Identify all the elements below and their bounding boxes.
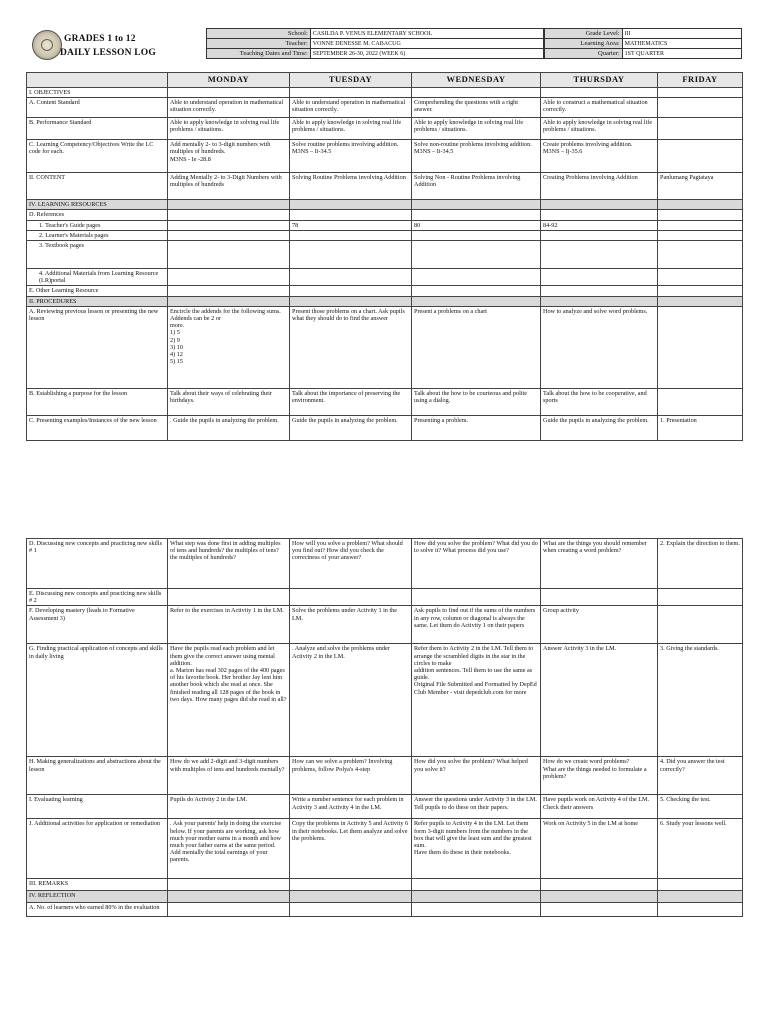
table-row (27, 388, 743, 415)
day-cell-monday (168, 210, 290, 220)
row-label: E. Other Learning Resource (27, 286, 168, 296)
day-cell-thursday (541, 269, 658, 286)
day-cell-monday: Encircle the addends for the following sums. Addends can be 2 or more. 1) 5 2) 9 3) 10 4) 12 5) 15 (168, 306, 290, 388)
day-cell-thursday: 84-92 (541, 220, 658, 230)
day-cell-monday (168, 589, 290, 606)
row-label: B. Performance Standard (27, 118, 168, 140)
row-label: I. OBJECTIVES (27, 88, 168, 98)
row-label: B. Establishing a purpose for the lesson (27, 388, 168, 415)
lesson-log-header (26, 28, 742, 68)
form-title-grades: GRADES 1 to 12 (64, 34, 136, 44)
table-row (27, 230, 743, 240)
day-cell-wednesday (412, 210, 541, 220)
day-cell-tuesday (290, 88, 412, 98)
table-row (27, 644, 743, 757)
area-value: MATHEMATICS (622, 39, 741, 49)
dates-value: SEPTEMBER 26-30, 2022 (WEEK 6) (310, 49, 543, 59)
day-cell-wednesday (412, 241, 541, 269)
day-cell-friday (658, 606, 743, 644)
day-cell-thursday: Answer Activity 3 in the LM. (541, 644, 658, 757)
day-cell-friday: 4. Did you answer the test correctly? (658, 757, 743, 795)
day-cell-wednesday: Solving Non - Routine Problems involving Addition (412, 173, 541, 200)
day-cell-wednesday (412, 269, 541, 286)
day-cell-thursday: Creating Problems involving Addition (541, 173, 658, 200)
day-cell-monday (168, 230, 290, 240)
day-cell-tuesday (290, 200, 412, 210)
table-row (27, 296, 743, 306)
day-cell-monday: Talk about their ways of celebrating their birthdays. (168, 388, 290, 415)
day-cell-thursday: Able to apply knowledge in solving real life problems / situations. (541, 118, 658, 140)
row-label: A. Content Standard (27, 98, 168, 118)
row-label: II. CONTENT (27, 173, 168, 200)
day-cell-wednesday: How did you solve the problem? What did you do to solve it? What process did you use? (412, 539, 541, 589)
day-cell-tuesday: Able to apply knowledge in solving real life problems / situations. (290, 118, 412, 140)
day-cell-friday (658, 286, 743, 296)
day-cell-monday: Able to understand operation in mathematical situation correctly. (168, 98, 290, 118)
day-cell-friday (658, 296, 743, 306)
day-cell-tuesday: Talk about the importance of preserving the environment. (290, 388, 412, 415)
day-cell-tuesday: . Analyze and solve the problems under Activity 2 in the LM. (290, 644, 412, 757)
table-row (27, 757, 743, 795)
day-cell-friday: 3. Giving the standards. (658, 644, 743, 757)
day-cell-friday (658, 388, 743, 415)
table-row (27, 88, 743, 98)
day-cell-friday (658, 891, 743, 903)
teacher-label: Teacher: (207, 39, 311, 49)
table-row (27, 98, 743, 118)
dates-label: Teaching Dates and Time: (207, 49, 311, 59)
day-cell-monday (168, 220, 290, 230)
day-cell-thursday (541, 210, 658, 220)
table-row (27, 269, 743, 286)
day-cell-thursday: Able to construct a mathematical situation correctly. (541, 98, 658, 118)
row-label: 1. Teacher's Guide pages (27, 220, 168, 230)
lesson-table-part1-wrap (26, 72, 742, 441)
table-row (27, 200, 743, 210)
row-label: IV. LEARNING RESOURCES (27, 200, 168, 210)
day-cell-wednesday: Solve non-routine problems involving addition. M3NS – Ii-34.5 (412, 140, 541, 173)
grade-value: III (622, 29, 741, 39)
day-cell-monday: What step was done first in adding multiples of tens and hundreds? the multiples of tens? the multiples of hundreds? (168, 539, 290, 589)
lesson-table-part1 (26, 72, 743, 441)
row-label: D. References (27, 210, 168, 220)
day-cell-tuesday (290, 891, 412, 903)
day-cell-monday (168, 88, 290, 98)
day-cell-tuesday: 78 (290, 220, 412, 230)
day-cell-tuesday (290, 286, 412, 296)
day-cell-monday: Adding Mentally 2- to 3-Digit Numbers with multiples of hundreds (168, 173, 290, 200)
day-cell-thursday: How to analyze and solve word problems. (541, 306, 658, 388)
day-cell-monday: How do we add 2-digit and 3-digit numbers with multiples of tens and hundreds mentally? (168, 757, 290, 795)
day-header-thursday: THURSDAY (541, 73, 658, 88)
table-row (27, 286, 743, 296)
table-row (27, 241, 743, 269)
day-cell-monday (168, 200, 290, 210)
day-cell-thursday (541, 589, 658, 606)
school-info-table (206, 28, 544, 59)
table-row (27, 589, 743, 606)
table-row (27, 903, 743, 917)
day-cell-friday: 6. Study your lessons well. (658, 819, 743, 879)
table-row (27, 891, 743, 903)
day-cell-wednesday: Refer pupils to Activity 4 in the LM. Let them form 3-digit numbers from the numbers in the box that will give the least sum and the greatest sum. Have them do these in their notebooks. (412, 819, 541, 879)
row-label: III. REMARKS (27, 879, 168, 891)
row-label: A. Reviewing previous lesson or presenting the new lesson (27, 306, 168, 388)
day-header-monday: MONDAY (168, 73, 290, 88)
table-row (27, 539, 743, 589)
row-label: C. Presenting examples/Instances of the new lesson (27, 415, 168, 440)
school-label: School: (207, 29, 311, 39)
day-cell-friday (658, 220, 743, 230)
day-cell-monday: Add mentally 2- to 3-digit numbers with multiples of hundreds. M3NS - Ie -28.8 (168, 140, 290, 173)
day-cell-wednesday: Talk about the how to be courteous and polite using a dialog. (412, 388, 541, 415)
row-label: A. No. of learners who earned 80% in the evaluation (27, 903, 168, 917)
row-label: E. Discussing new concepts and practicing new skills # 2 (27, 589, 168, 606)
day-cell-thursday (541, 296, 658, 306)
day-cell-thursday: Guide the pupils in analyzing the problem. (541, 415, 658, 440)
day-cell-wednesday (412, 296, 541, 306)
table-row (27, 819, 743, 879)
grade-label: Grade Level: (545, 29, 623, 39)
day-cell-friday: 1. Presentation (658, 415, 743, 440)
table-row (27, 606, 743, 644)
day-cell-thursday (541, 88, 658, 98)
day-cell-tuesday (290, 296, 412, 306)
day-cell-friday (658, 200, 743, 210)
day-cell-wednesday: How did you solve the problem? What helped you solve it? (412, 757, 541, 795)
area-label: Learning Area: (545, 39, 623, 49)
table-row (27, 173, 743, 200)
day-cell-friday (658, 589, 743, 606)
day-cell-friday (658, 903, 743, 917)
day-cell-thursday: Work on Activity 5 in the LM at home (541, 819, 658, 879)
lesson-table-part2 (26, 538, 743, 917)
table-row (27, 220, 743, 230)
school-value: CASILDA P. VENUS ELEMENTARY SCHOOL (310, 29, 543, 39)
day-cell-monday: Pupils do Activity 2 in the LM. (168, 795, 290, 819)
table-row (27, 879, 743, 891)
row-label: G. Finding practical application of concepts and skills in daily living (27, 644, 168, 757)
day-cell-monday (168, 296, 290, 306)
day-cell-monday (168, 891, 290, 903)
day-cell-friday (658, 88, 743, 98)
row-label: 4. Additional Materials from Learning Resource (LR)portal (27, 269, 168, 286)
day-cell-thursday (541, 286, 658, 296)
day-cell-thursday (541, 230, 658, 240)
table-row (27, 795, 743, 819)
day-header-friday: FRIDAY (658, 73, 743, 88)
day-cell-monday (168, 269, 290, 286)
day-cell-tuesday: Present those problems on a chart. Ask pupils what they should do to find the answer (290, 306, 412, 388)
row-label: D. Discussing new concepts and practicing new skills # 1 (27, 539, 168, 589)
day-cell-wednesday (412, 891, 541, 903)
day-cell-monday (168, 903, 290, 917)
row-label: I. Evaluating learning (27, 795, 168, 819)
row-label: II. PROCEDURES (27, 296, 168, 306)
day-cell-wednesday: Ask pupils to find out if the sums of the numbers in any row, column or diagonal is always the same. Let them do Activity 1 on their papers (412, 606, 541, 644)
grade-info-table (544, 28, 742, 59)
day-cell-thursday (541, 879, 658, 891)
day-cell-monday (168, 879, 290, 891)
day-cell-wednesday (412, 903, 541, 917)
day-cell-wednesday (412, 230, 541, 240)
day-cell-tuesday: Solve the problems under Activity 1 in the LM. (290, 606, 412, 644)
day-cell-friday (658, 140, 743, 173)
day-cell-thursday (541, 891, 658, 903)
day-cell-thursday: Talk about the how to be cooperative, and sports (541, 388, 658, 415)
quarter-value: 1ST QUARTER (622, 49, 741, 59)
day-cell-thursday (541, 241, 658, 269)
day-header-wednesday: WEDNESDAY (412, 73, 541, 88)
day-cell-wednesday: Answer the questions under Activity 3 in the LM. Tell pupils to do these on their papers. (412, 795, 541, 819)
day-cell-friday (658, 230, 743, 240)
day-cell-monday (168, 241, 290, 269)
day-cell-friday (658, 210, 743, 220)
teacher-value: VONNE DENESSE M. CABACUG (310, 39, 543, 49)
day-cell-tuesday: Solving Routine Problems involving Addition (290, 173, 412, 200)
day-cell-monday: Have the pupils read each problem and let them give the correct answer using mental addition. a. Marion has read 302 pages of the 400 pages of his favorite book. Her brother Jay lent him another book which she read at once. She finished reading all 128 pages of the book in two days. How many pages did she read in all? (168, 644, 290, 757)
table-row (27, 415, 743, 440)
day-cell-wednesday: Refer them to Activity 2 in the LM. Tell them to arrange the scrambled digits in the star in the circles to make addition sentences. Tell them to use the same as guide. Original File Submitted and Formatted by DepEd Club Member - visit depedclub.com for more (412, 644, 541, 757)
table-row (27, 118, 743, 140)
table-row (27, 306, 743, 388)
day-cell-tuesday: Copy the problems in Activity 5 and Activity 6 in their notebooks. Let them analyze and solve the problems. (290, 819, 412, 879)
day-cell-friday (658, 306, 743, 388)
row-label: 3. Textbook pages (27, 241, 168, 269)
day-cell-friday: 2. Explain the direction to them. (658, 539, 743, 589)
row-label: IV. REFLECTION (27, 891, 168, 903)
day-cell-thursday: Have pupils work on Activity 4 of the LM. Check their answers (541, 795, 658, 819)
day-cell-tuesday: Able to understand operation in mathematical situation correctly. (290, 98, 412, 118)
day-cell-thursday (541, 200, 658, 210)
day-cell-tuesday (290, 210, 412, 220)
day-cell-monday (168, 286, 290, 296)
day-cell-friday: 5. Checking the test. (658, 795, 743, 819)
day-cell-wednesday: 80 (412, 220, 541, 230)
day-cell-thursday (541, 903, 658, 917)
day-cell-thursday: Create problems involving addition. M3NS – Ij-35.6 (541, 140, 658, 173)
day-cell-wednesday (412, 286, 541, 296)
corner-header (27, 73, 168, 88)
row-label: 2. Learner's Materials pages (27, 230, 168, 240)
day-cell-friday: Panlumang Pagtataya (658, 173, 743, 200)
day-cell-wednesday (412, 200, 541, 210)
day-cell-wednesday: Able to apply knowledge in solving real life problems / situations. (412, 118, 541, 140)
day-cell-tuesday: Solve routine problems involving addition. M3NS – Ii-34.5 (290, 140, 412, 173)
day-cell-tuesday (290, 589, 412, 606)
day-cell-wednesday: Comprehending the questions with a right answer. (412, 98, 541, 118)
day-cell-tuesday (290, 879, 412, 891)
day-cell-friday (658, 118, 743, 140)
lesson-table-part2-wrap (26, 538, 742, 917)
day-cell-wednesday (412, 879, 541, 891)
day-cell-tuesday (290, 230, 412, 240)
day-cell-thursday: Group activity (541, 606, 658, 644)
quarter-label: Quarter: (545, 49, 623, 59)
day-cell-monday: Refer to the exercises in Activity 1 in the LM. (168, 606, 290, 644)
day-cell-tuesday: Write a number sentence for each problem in Activity 3 and Activity 4 in the LM. (290, 795, 412, 819)
row-label: C. Learning Competency/Objectives Write the LC code for each. (27, 140, 168, 173)
day-cell-thursday: What are the things you should remember when creating a word problem? (541, 539, 658, 589)
table-row (27, 210, 743, 220)
day-cell-wednesday (412, 589, 541, 606)
day-cell-wednesday: Present a problems on a chart (412, 306, 541, 388)
day-cell-tuesday (290, 241, 412, 269)
day-cell-friday (658, 879, 743, 891)
day-cell-thursday: How do we create word problems? What are the things needed to formulate a problem? (541, 757, 658, 795)
form-title-dll: DAILY LESSON LOG (60, 48, 156, 58)
day-cell-monday: . Ask your parents' help in doing the exercise below. If your parents are working, ask how much your mother earns in a month and how much your father earns at the same period. Add mentally the total earnings of your parents. (168, 819, 290, 879)
day-cell-monday: . Guide the pupils in analyzing the problem. (168, 415, 290, 440)
day-cell-wednesday: Presenting a problem. (412, 415, 541, 440)
row-label: H. Making generalizations and abstractions about the lesson (27, 757, 168, 795)
deped-seal-icon (32, 30, 62, 60)
day-cell-tuesday: How can we solve a problem? Involving problems, follow Polya's 4-step (290, 757, 412, 795)
day-cell-friday (658, 269, 743, 286)
day-cell-monday: Able to apply knowledge in solving real life problems / situations. (168, 118, 290, 140)
day-cell-friday (658, 98, 743, 118)
row-label: J. Additional activities for application or remediation (27, 819, 168, 879)
day-header-tuesday: TUESDAY (290, 73, 412, 88)
day-cell-tuesday: How will you solve a problem? What should you find out? How did you check the correctness of your answer? (290, 539, 412, 589)
row-label: F. Developing mastery (leads to Formative Assessment 3) (27, 606, 168, 644)
day-cell-friday (658, 241, 743, 269)
table-row (27, 140, 743, 173)
day-cell-tuesday (290, 269, 412, 286)
day-cell-tuesday: Guide the pupils in analyzing the problem. (290, 415, 412, 440)
day-cell-tuesday (290, 903, 412, 917)
day-cell-wednesday (412, 88, 541, 98)
